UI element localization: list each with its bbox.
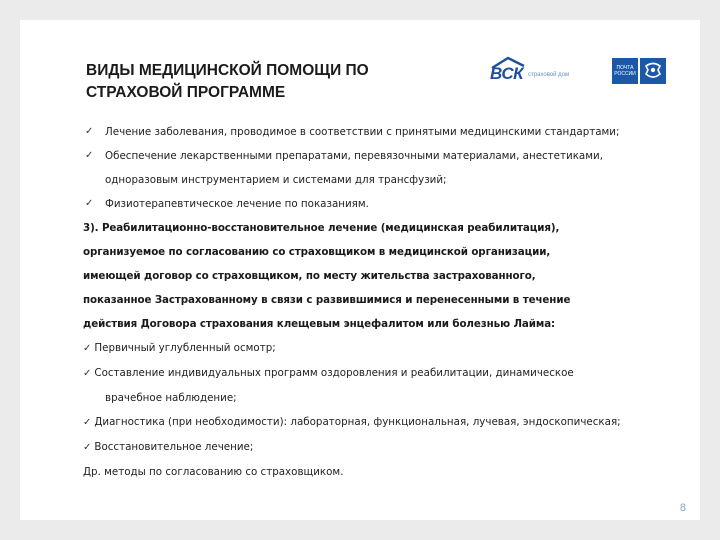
russian-post-logo [612, 58, 638, 84]
section-line: показанное Застрахованному в связи с развившимися и перенесенными в течение [83, 294, 571, 306]
list-item-text: Обеспечение лекарственными препаратами, перевязочными материалами, анестетиками, [105, 150, 603, 162]
section-line: организуемое по согласованию со страховщиком в медицинской организации, [83, 246, 551, 258]
check-icon: ✓ [83, 368, 92, 379]
list-item [83, 144, 683, 168]
section-text [83, 288, 683, 312]
check-icon: ✓ [83, 417, 92, 428]
check-icon: ✓ [85, 150, 94, 161]
post-emblem-icon [640, 58, 666, 84]
list-item-text: Диагностика (при необходимости): лабораторная, функциональная, лучевая, эндоскопическая; [94, 416, 621, 428]
check-icon: ✓ [85, 198, 94, 209]
list-item-text: Физиотерапевтическое лечение по показаниям. [105, 198, 369, 210]
list-item [83, 361, 683, 386]
post-line-1: ПОЧТА [616, 65, 634, 71]
vsk-tagline: страховой дом [528, 72, 570, 78]
section-text [83, 216, 683, 240]
title-line-1: ВИДЫ МЕДИЦИНСКОЙ ПОМОЩИ ПО [86, 62, 369, 79]
list-item-continuation [83, 386, 683, 410]
check-icon: ✓ [83, 343, 92, 354]
list-item-text: Лечение заболевания, проводимое в соответствии с принятыми медицинскими стандартами; [105, 126, 620, 138]
list-item-text: Восстановительное лечение; [94, 441, 254, 453]
list-item-text: Первичный углубленный осмотр; [94, 342, 276, 354]
list-item [83, 336, 683, 361]
list-item [83, 120, 683, 144]
slide [20, 20, 700, 520]
closing-text [83, 460, 683, 484]
section-line: 3). Реабилитационно-восстановительное лечение (медицинская реабилитация), [83, 222, 560, 234]
title-line-2: СТРАХОВОЙ ПРОГРАММЕ [86, 84, 286, 101]
closing-line: Др. методы по согласованию со страховщиком. [83, 466, 344, 478]
check-icon: ✓ [83, 442, 92, 453]
content [83, 120, 683, 484]
section-line: действия Договора страхования клещевым энцефалитом или болезнью Лайма: [83, 318, 556, 330]
list-item-text: одноразовым инструментарием и системами для трансфузий; [105, 174, 447, 186]
section-text [83, 312, 683, 336]
list-item-text: Составление индивидуальных программ оздоровления и реабилитации, динамическое [94, 367, 574, 379]
vsk-wordmark: ВСК [490, 64, 524, 83]
page-number: 8 [679, 502, 686, 514]
section-text [83, 240, 683, 264]
eagle-emblem-icon [640, 58, 666, 84]
list-item-continuation [83, 168, 683, 192]
section-line: имеющей договор со страховщиком, по месту жительства застрахованного, [83, 270, 536, 282]
list-item [83, 410, 683, 435]
list-item [83, 435, 683, 460]
post-line-2: РОССИИ [614, 71, 636, 77]
section-text [83, 264, 683, 288]
list-item-text: врачебное наблюдение; [105, 392, 237, 404]
vsk-logo [490, 64, 600, 88]
check-icon: ✓ [85, 126, 94, 137]
list-item [83, 192, 683, 216]
slide-title [86, 60, 466, 104]
